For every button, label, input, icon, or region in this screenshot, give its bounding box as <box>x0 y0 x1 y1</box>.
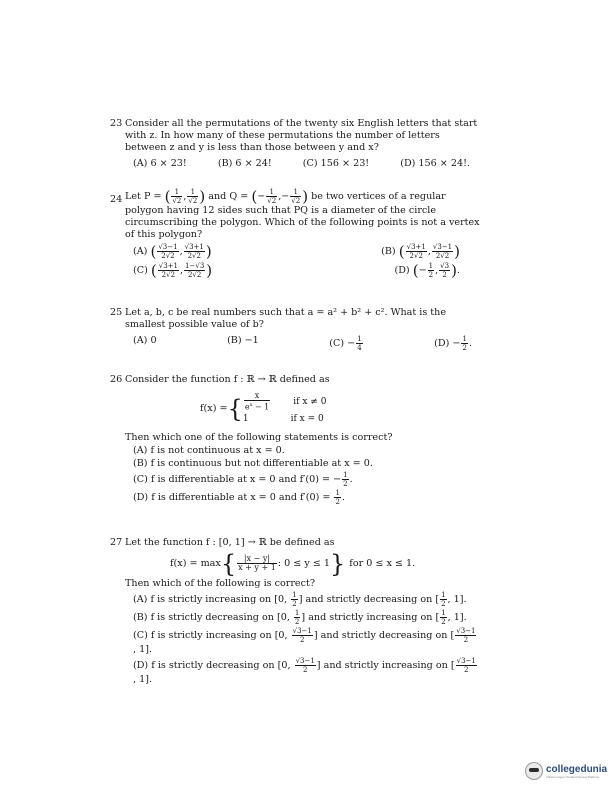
option-d: (D) 156 × 24!. <box>400 158 470 169</box>
option-b: (B) ( $\frac{√3+1}{2√2}$ , $\frac{√3-1}{2√2}$ ) <box>381 242 460 261</box>
statement-a: (A) f is not continuous at x = 0. <box>133 444 285 456</box>
option-c: (C) 156 × 23! <box>302 158 370 169</box>
options <box>125 335 480 352</box>
statement-c: (C) f is strictly increasing on [0, $\frac{√3-1}{2}$ ] and strictly decreasing on [ $\frac{√3-1}{2}$ , 1]. <box>133 627 476 655</box>
question-number: 24 <box>110 194 123 205</box>
options-row-2 <box>125 262 480 279</box>
option-c: (C) − $\frac{1}{4}$ <box>329 335 362 352</box>
option-a: (A) 6 × 23! <box>133 158 187 169</box>
option-d: (D) − $\frac{1}{2}$ . <box>434 335 472 352</box>
logo-tagline: India's Largest Student Review Platform <box>546 774 600 779</box>
question-text: Consider all the permutations of the twenty six English letters that start with z. In how many of these permutations the number of letters between z and y is less than those between y and x? <box>125 118 478 153</box>
statement-b: (B) f is strictly decreasing on [0, $\frac{1}{2}$ ] and strictly increasing on [ $\frac{1}{2}$ , 1]. <box>133 609 467 626</box>
question-number: 23 <box>110 118 123 129</box>
statement-a: (A) f is strictly increasing on [0, $\frac{1}{2}$ ] and strictly decreasing on [ $\frac{1}{2}$ , 1]. <box>133 591 467 608</box>
logo-name: collegedunia <box>546 763 608 775</box>
options-row-1 <box>125 243 480 260</box>
question-number: 25 <box>110 307 123 318</box>
function-definition: f(x) = { $\frac{x}{e^x - 1}$ if x ≠ 0 1 if x = 0 <box>200 391 327 424</box>
question-26 <box>110 374 480 506</box>
option-b: (B) −1 <box>227 335 259 346</box>
option-c: (C) ( $\frac{√3+1}{2√2}$ , $\frac{1-√3}{2√2}$ ) <box>133 261 213 280</box>
option-a: (A) ( $\frac{√3-1}{2√2}$ , $\frac{√3+1}{2√2}$ ) <box>133 242 212 261</box>
options <box>125 158 480 170</box>
question-24 <box>110 188 480 279</box>
question-text: Consider the function f : ℝ → ℝ defined as <box>125 374 330 385</box>
question-23 <box>110 118 480 170</box>
option-d: (D) (− $\frac{1}{2}$ , $\frac{√3}{2}$ ). <box>394 261 460 280</box>
question-text: Let the function f : [0, 1] → ℝ be defined as <box>125 537 335 548</box>
statement-d: (D) f is differentiable at x = 0 and f′(0) = $\frac{1}{2}$ . <box>133 488 346 506</box>
statement-d: (D) f is strictly decreasing on [0, $\frac{√3-1}{2}$ ] and strictly increasing on [ $\frac{√3-1}{2}$ , 1]. <box>133 657 476 685</box>
question-prompt: Then which one of the following statements is correct? <box>125 431 393 443</box>
function-definition: f(x) = max { $\frac{|x - y|}{x + y + 1}$ : 0 ≤ y ≤ 1 } for 0 ≤ x ≤ 1. <box>170 549 416 578</box>
question-text: Let P = ( $\frac{1}{√2}$ , $\frac{1}{√2}$ ) and Q = (− $\frac{1}{√2}$ ,− $\frac{1}{√2}$ ) be two vertices of a regular polygon having 12 sides such that PQ is a diameter of the circle circumscribing the polygon. Which of the following points is not a vertex of this polygon? <box>125 187 480 240</box>
question-25 <box>110 307 480 352</box>
logo-cap-icon <box>525 762 543 780</box>
question-27 <box>110 537 480 686</box>
collegedunia-logo <box>525 762 607 780</box>
question-prompt: Then which of the following is correct? <box>125 578 315 589</box>
question-number: 27 <box>110 537 123 548</box>
statement-b: (B) f is continuous but not differentiable at x = 0. <box>133 457 373 469</box>
question-text: Let a, b, c be real numbers such that a = a² + b² + c². What is the smallest possible value of b? <box>125 307 447 330</box>
statement-c: (C) f is differentiable at x = 0 and f′(0) = − $\frac{1}{2}$ . <box>133 470 353 488</box>
option-a: (A) 0 <box>133 335 157 346</box>
option-b: (B) 6 × 24! <box>217 158 272 169</box>
question-number: 26 <box>110 374 123 385</box>
